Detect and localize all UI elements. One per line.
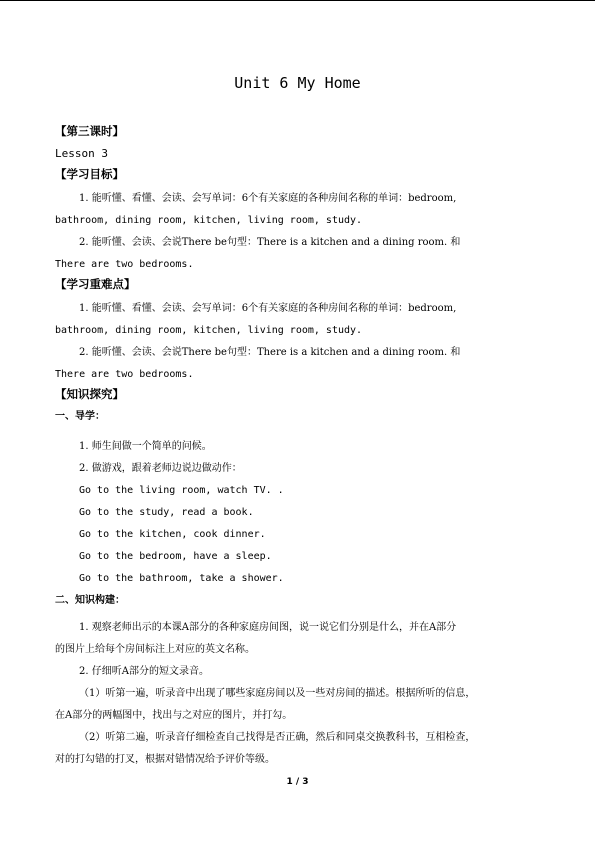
objectives-line: 2. 能听懂、会读、会说There be句型：There is a kitchen and a dining room. 和 bbox=[79, 237, 461, 248]
build-line: 1. 观察老师出示的本课A部分的各种家庭房间图，说一说它们分别是什么，并在A部分 bbox=[79, 622, 457, 633]
page-number: 1 / 3 bbox=[286, 777, 309, 787]
build-line: 对的打勾错的打叉，根据对错情况给予评价等级。 bbox=[55, 754, 275, 765]
build-heading: 二、知识构建： bbox=[55, 595, 125, 606]
guide-line: Go to the bedroom, have a sleep. bbox=[79, 551, 272, 562]
build-line: （2）听第二遍，听录音仔细检查自己找得是否正确，然后和同桌交换教科书，互相检查， bbox=[79, 732, 476, 743]
lesson-label: Lesson 3 bbox=[55, 147, 108, 160]
guide-line: 1. 师生间做一个简单的问候。 bbox=[79, 441, 212, 452]
build-line: 2. 仔细听A部分的短文录音。 bbox=[79, 666, 209, 677]
objectives-line: bathroom, dining room, kitchen, living room, study. bbox=[55, 215, 363, 226]
keypoints-line: There are two bedrooms. bbox=[55, 369, 194, 380]
build-line: （1）听第一遍，听录音中出现了哪些家庭房间以及一些对房间的描述。根据所听的信息， bbox=[79, 688, 476, 699]
guide-line: Go to the living room, watch TV. . bbox=[79, 485, 284, 496]
guide-line: Go to the kitchen, cook dinner. bbox=[79, 529, 266, 540]
top-rule bbox=[0, 0, 595, 1]
keypoints-line: bathroom, dining room, kitchen, living room, study. bbox=[55, 325, 363, 336]
guide-line: Go to the study, read a book. bbox=[79, 507, 254, 518]
explore-heading: 【知识探究】 bbox=[55, 387, 124, 401]
guide-line: Go to the bathroom, take a shower. bbox=[79, 573, 284, 584]
objectives-line: There are two bedrooms. bbox=[55, 259, 194, 270]
objectives-line: 1. 能听懂、看懂、会读、会写单词：6个有关家庭的各种房间名称的单词：bedroom, bbox=[79, 193, 457, 204]
keypoints-line: 1. 能听懂、看懂、会读、会写单词：6个有关家庭的各种房间名称的单词：bedroom, bbox=[79, 303, 457, 314]
build-line: 在A部分的两幅图中，找出与之对应的图片，并打勾。 bbox=[55, 710, 293, 721]
objectives-heading: 【学习目标】 bbox=[55, 167, 124, 181]
page-title: Unit 6 My Home bbox=[234, 74, 361, 92]
guide-heading: 一、导学： bbox=[55, 411, 105, 422]
guide-line: 2. 做游戏，跟着老师边说边做动作： bbox=[79, 463, 242, 474]
period-heading: 【第三课时】 bbox=[55, 124, 124, 138]
keypoints-heading: 【学习重难点】 bbox=[55, 277, 136, 291]
build-line: 的图片上给每个房间标注上对应的英文名称。 bbox=[55, 644, 255, 655]
keypoints-line: 2. 能听懂、会读、会说There be句型：There is a kitchen and a dining room. 和 bbox=[79, 347, 461, 358]
